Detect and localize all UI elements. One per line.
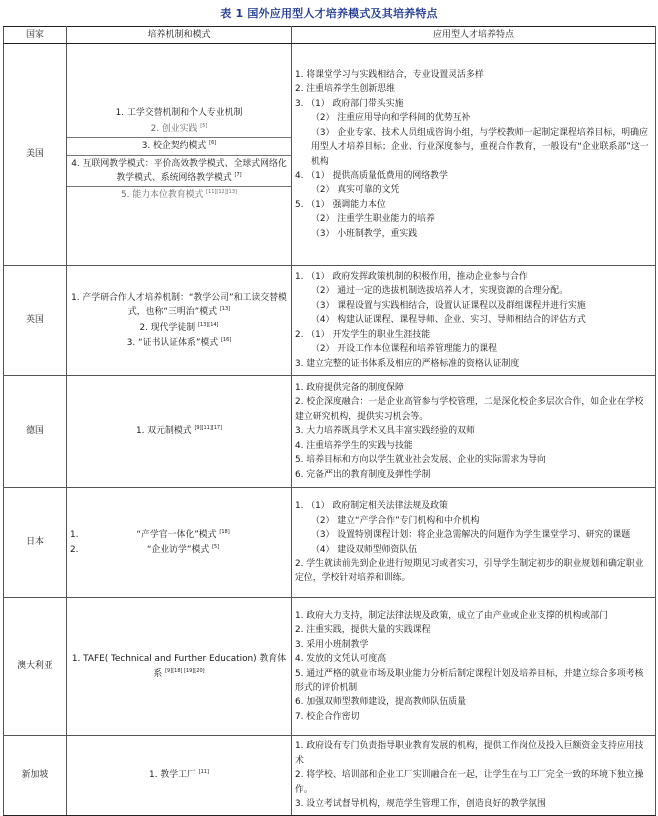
feature-line: 2. 将学校、培训部和企业工厂实训融合在一起，让学生在与工厂完全一致的环境下独立操作。 [295, 770, 644, 795]
citation-ref: [9][11][17] [194, 425, 223, 432]
feature-line: 1. 政府提供完备的制度保障 [295, 383, 404, 394]
training-models-table [3, 26, 656, 816]
feature-line: 5. （1） 强调能力本位 [295, 199, 386, 210]
citation-ref: [11] [198, 769, 209, 776]
feature-line: 6. 完备严出的教育制度及弹性学制 [295, 469, 431, 480]
feature-line: （2） 建立“产学合作”专门机构和中介机构 [311, 515, 480, 526]
mechanism-text: 1. 工学交替机制和个人专业机制 [115, 108, 243, 119]
table-row-singapore [4, 736, 656, 816]
citation-ref: [6] [209, 140, 217, 147]
country-cell: 澳大利亚 [4, 598, 67, 736]
features-cell [292, 44, 656, 266]
feature-line: 2. 校企深度融合：一是企业高管参与学校管理，二是深化校企多层次合作，如企业在学校建立研究机构，提供实习机会等。 [295, 397, 644, 422]
citation-ref: [7] [234, 171, 242, 178]
mechanism-number: 2. [70, 545, 79, 555]
mechanism-number: 1. [70, 529, 79, 540]
features-cell [292, 376, 656, 488]
mechanism-text: 3. 校企契约模式 [141, 141, 207, 152]
feature-line: 1. （1） 政府发挥政策机制的积极作用，推动企业参与合作 [295, 272, 528, 283]
feature-line: （3） 小班制教学，重实践 [311, 228, 418, 239]
feature-line: 2. （1） 开发学生的职业生涯技能 [295, 329, 431, 340]
feature-line: 4. 注重培养学生的实践与技能 [295, 440, 413, 451]
feature-line: 1. 政府大力支持，制定法律法规及政策，成立了由产业或企业支撑的机构或部门 [295, 610, 609, 621]
mechanism-cell [67, 266, 292, 376]
mechanism-item [78, 528, 288, 542]
feature-line: （2） 注重学生职业能力的培养 [311, 214, 435, 225]
mechanism-text: 1. TAFE( Technical and Further Education) 教育体系 [71, 654, 287, 679]
mechanism-numbered-list [70, 527, 288, 559]
mechanism-cell [67, 598, 292, 736]
feature-line: （2） 真实可靠的文凭 [311, 185, 400, 196]
mechanism-cell [67, 736, 292, 816]
mechanism-text: 4. 互联网教学模式：平价高效教学模式、全球式网络化教学模式、系统网络教学模式 [71, 158, 287, 183]
citation-ref: [16] [221, 336, 232, 343]
table-caption: 表 1 国外应用型人才培养模式及其培养特点 [220, 7, 438, 20]
features-cell [292, 266, 656, 376]
feature-line: （2） 注重应用导向和学科间的优势互补 [311, 113, 471, 124]
feature-line: （3） 企业专家、技术人员组成咨询小组，与学校教师一起制定课程培养目标，明确应用型人才培养目标；企业、行业深度参与，重视合作教育，一般设有“企业联系部”这一机构 [311, 127, 649, 167]
citation-ref: [18] [219, 528, 230, 535]
mechanism-cell [67, 488, 292, 598]
header-features: 应用型人才培养特点 [292, 27, 656, 44]
features-cell [292, 598, 656, 736]
mechanism-text: 1. 产学研合作人才培养机制：“教学公司”和工读交替模式，也称“三明治”模式 [71, 292, 287, 318]
feature-line: （4） 构建认证课程、课程导师、企业、实习、导师相结合的评估方式 [311, 315, 586, 326]
mechanism-item [70, 336, 288, 350]
feature-line: （3） 设置特别课程计划：将企业急需解决的问题作为学生课堂学习、研究的课题 [311, 530, 631, 541]
mechanism-item [78, 543, 288, 557]
citation-ref: [5] [200, 122, 208, 129]
features-cell [292, 488, 656, 598]
mechanism-item [66, 137, 292, 155]
citation-ref: [9][18] [19][20] [165, 667, 205, 674]
country-cell: 英国 [4, 266, 67, 376]
citation-ref: [11][12][13] [206, 189, 237, 196]
feature-line: 5. 通过严格的就业市场及职业能力分析后制定课程计划及培养目标，并建立综合多项考核形式的评价机制 [295, 668, 644, 693]
country-cell: 美国 [4, 44, 67, 266]
mechanism-item [70, 768, 288, 782]
feature-line: 1. 政府设有专门负责指导职业教育发展的机构，提供工作岗位及投入巨额资金支持应用技术 [295, 741, 644, 766]
table-row-japan [4, 488, 656, 598]
feature-line: 4. 发放的文凭认可度高 [295, 654, 387, 665]
feature-line: 4. （1） 提供高质量低费用的网络教学 [295, 170, 448, 181]
mechanism-text: 2. 创业实践 [150, 123, 198, 134]
citation-ref: [13][14] [197, 321, 219, 328]
header-mechanism: 培养机制和模式 [67, 27, 292, 44]
mechanism-cell [67, 376, 292, 488]
mechanism-cell [67, 44, 292, 266]
feature-line: 1. 将课堂学习与实践相结合，专业设置灵活多样 [295, 70, 484, 81]
citation-ref: [5] [212, 544, 220, 551]
mechanism-text: 1. 教学工厂 [149, 770, 196, 781]
mechanism-text: “产学官一体化”模式 [136, 529, 217, 540]
feature-line: 3. （1） 政府部门带头实施 [295, 98, 404, 109]
feature-line: 5. 培养目标和方向以学生就业社会发展、企业的实际需求为导向 [295, 455, 546, 466]
feature-line: 2. 注重培养学生创新思维 [295, 84, 396, 95]
feature-line: 3. 建立完整的证书体系及相应的严格标准的资格认证制度 [295, 358, 520, 369]
table-row-australia [4, 598, 656, 736]
feature-line: 3. 大力培养既具学术又具丰富实践经验的双师 [295, 426, 475, 437]
feature-line: 7. 校企合作密切 [295, 711, 360, 722]
table-header-row [4, 27, 656, 44]
feature-line: 1. （1） 政府制定相关法律法规及政策 [295, 501, 448, 512]
citation-ref: [13] [219, 306, 231, 313]
feature-line: 2. 学生就读前先到企业进行短期见习或者实习，引导学生制定初步的职业规划和确定职业定位，学校针对培养和训练。 [295, 558, 644, 584]
features-cell [292, 736, 656, 816]
mechanism-text: 2. 现代学徒制 [139, 322, 196, 333]
feature-line: （4） 建设双师型师资队伍 [311, 544, 418, 555]
mechanism-item [70, 122, 288, 136]
feature-line: 6. 加强双师型教师建设，提高教师队伍质量 [295, 697, 467, 708]
mechanism-text: 3. “证书认证体系”模式 [126, 337, 219, 348]
mechanism-item [66, 156, 292, 188]
feature-line: 3. 设立考试督导机构，规范学生管理工作，创造良好的教学氛围 [295, 799, 546, 810]
country-cell: 日本 [4, 488, 67, 598]
mechanism-item [70, 652, 288, 681]
mechanism-item [70, 321, 288, 335]
feature-line: （2） 开设工作本位课程和培养管理能力的课程 [311, 344, 497, 355]
header-country: 国家 [4, 27, 67, 44]
table-row-uk [4, 266, 656, 376]
mechanism-item [70, 424, 288, 438]
feature-line: （2） 通过一定的选拔机制选拔培养人才，实现资源的合理分配。 [311, 286, 568, 297]
mechanism-item [70, 106, 288, 120]
country-cell: 德国 [4, 376, 67, 488]
country-cell: 新加坡 [4, 736, 67, 816]
feature-line: 3. 采用小班制教学 [295, 639, 369, 650]
feature-line: （3） 课程设置与实践相结合，设置认证课程以及群组课程并进行实施 [311, 300, 586, 311]
table-row-germany [4, 376, 656, 488]
mechanism-text: “企业访学”模式 [146, 545, 210, 555]
table-row-usa [4, 44, 656, 266]
mechanism-text: 5. 能力本位教育模式 [121, 190, 204, 201]
feature-line: 2. 注重实践，提供大量的实践课程 [295, 625, 431, 636]
mechanism-item [70, 188, 288, 202]
mechanism-item [70, 291, 288, 320]
mechanism-text: 1. 双元制模式 [135, 426, 192, 437]
